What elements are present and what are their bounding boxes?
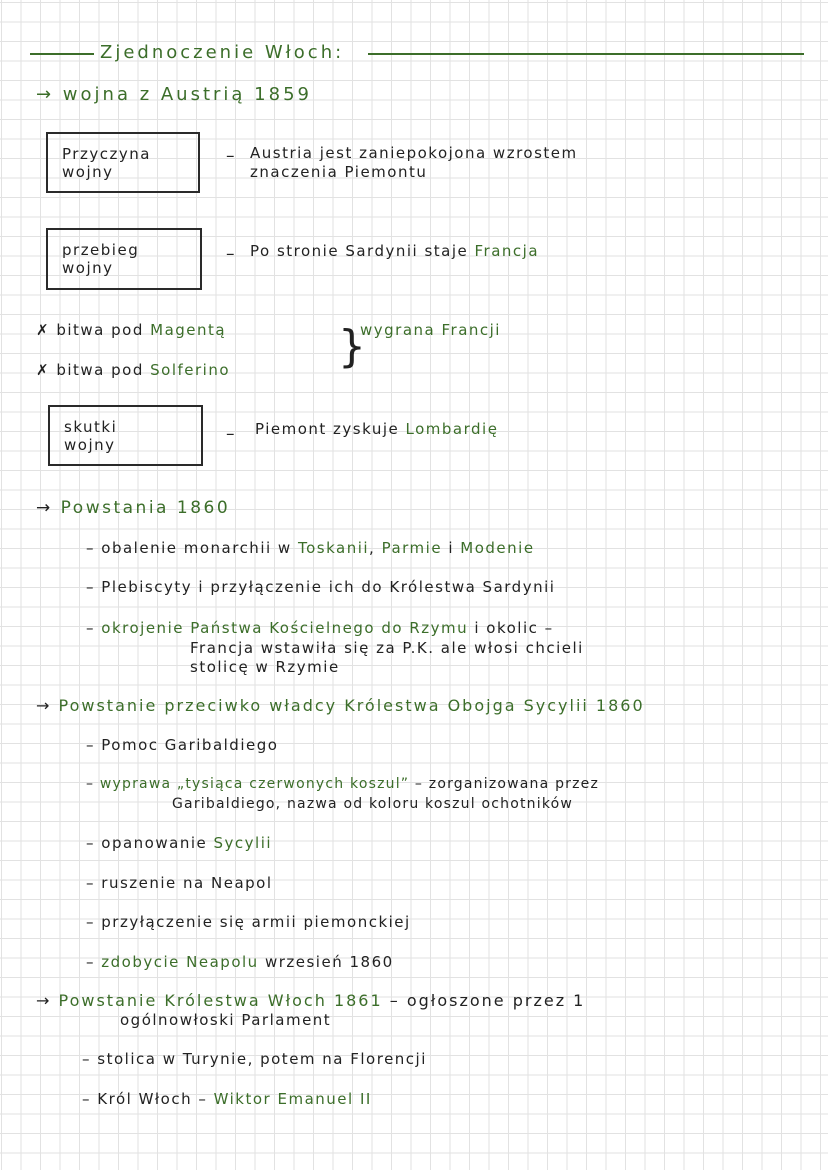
effect-dash: – xyxy=(226,424,237,444)
page-title: Zjednoczenie Włoch: xyxy=(100,42,345,63)
uprisings-label: Powstania xyxy=(60,498,169,518)
sicily-b2-line2: Garibaldiego, nazwa od koloru koszul ochotników xyxy=(172,796,574,812)
uprisings-bullet-1: – obalenie monarchii w Toskanii, Parmie i Modenie xyxy=(86,539,535,557)
cause-label-line2: wojny xyxy=(62,163,114,181)
effect-text-lombardy: Lombardię xyxy=(405,420,499,438)
arrow-icon: → xyxy=(36,696,59,715)
sicily-b6-rest: wrzesień 1860 xyxy=(258,953,394,971)
war-1859-heading: → wojna z Austrią 1859 xyxy=(36,84,312,105)
kingdom-bullet-2: – Król Włoch – Wiktor Emanuel II xyxy=(82,1090,372,1108)
uprisings-bullet-3: – okrojenie Państwa Kościelnego do Rzymu i okolic – xyxy=(86,619,554,637)
course-box xyxy=(46,228,202,290)
sicily-b4-text: ruszenie na Neapol xyxy=(101,874,273,892)
title-rule-left xyxy=(30,53,94,55)
cause-box xyxy=(46,132,200,193)
cause-dash: – xyxy=(226,146,237,166)
kingdom-b2-king: Wiktor Emanuel II xyxy=(213,1090,372,1108)
sicily-bullet-3: – opanowanie Sycylii xyxy=(86,834,273,852)
kingdom-heading-line2: ogólnowłoski Parlament xyxy=(120,1011,332,1029)
sicily-b2-hl: wyprawa „tysiąca czerwonych koszul” xyxy=(99,776,410,792)
kingdom-italy-heading xyxy=(36,991,585,1010)
uprisings-b1-sep1: , xyxy=(369,539,382,557)
sicily-bullet-1: – Pomoc Garibaldiego xyxy=(86,736,279,754)
uprisings-b3-rest: i okolic – xyxy=(468,619,554,637)
arrow-icon: → xyxy=(36,498,61,518)
battle-icon-1: ✗ xyxy=(36,321,57,339)
effect-text-plain: Piemont zyskuje xyxy=(255,420,406,438)
kingdom-heading-rest: – ogłoszone przez 1 xyxy=(382,991,586,1010)
sicily-bullet-2: – wyprawa „tysiąca czerwonych koszul” – zorganizowana przez xyxy=(86,776,600,792)
effect-box xyxy=(48,405,203,466)
course-text-plain: Po stronie Sardynii staje xyxy=(250,242,475,260)
battle-brace: } xyxy=(338,321,366,372)
uprisings-1860-heading xyxy=(36,498,230,518)
sicily-bullet-4: – ruszenie na Neapol xyxy=(86,874,273,892)
battle-result: wygrana Francji xyxy=(360,321,501,339)
uprisings-b1-sep2: i xyxy=(442,539,461,557)
title-rule-right xyxy=(368,53,804,55)
uprisings-b1-tuscany: Toskanii xyxy=(297,539,370,557)
battle2-place: Solferino xyxy=(150,361,231,379)
battle1-place: Magentą xyxy=(150,321,227,339)
uprisings-b1-parma: Parmie xyxy=(381,539,443,557)
sicily-b6-hl: zdobycie Neapolu xyxy=(101,953,259,971)
sicily-b1-text: Pomoc Garibaldiego xyxy=(101,736,279,754)
arrow-icon: → xyxy=(36,991,59,1010)
sicily-b3-text: opanowanie xyxy=(101,834,214,852)
battle-solferino xyxy=(36,361,230,379)
course-dash: – xyxy=(226,244,237,264)
uprisings-b2-text: Plebiscyty i przyłączenie ich do Królestwa Sardynii xyxy=(101,578,556,596)
effect-label-line1: skutki xyxy=(64,418,118,436)
sicily-bullet-6: – zdobycie Neapolu wrzesień 1860 xyxy=(86,953,394,971)
kingdom-bullet-1: – stolica w Turynie, potem na Florencji xyxy=(82,1050,427,1068)
cause-text-line2: znaczenia Piemontu xyxy=(250,163,428,181)
sicily-heading-text: Powstanie przeciwko władcy Królestwa Obojga Sycylii 1860 xyxy=(58,696,645,715)
kingdom-b1-text: stolica w Turynie, potem na Florencji xyxy=(97,1050,427,1068)
course-label-line2: wojny xyxy=(62,259,114,277)
sicily-b2-rest: – zorganizowana przez xyxy=(409,776,600,792)
sicily-uprising-heading xyxy=(36,696,645,715)
cause-label-line1: Przyczyna xyxy=(62,145,151,163)
uprisings-b1-modena: Modenie xyxy=(460,539,535,557)
uprisings-b3-line2: Francja wstawiła się za P.K. ale włosi chcieli xyxy=(190,639,584,657)
cause-text-line1: Austria jest zaniepokojona wzrostem xyxy=(250,144,578,162)
course-text-france: Francja xyxy=(474,242,540,260)
kingdom-b2-text: Król Włoch – xyxy=(97,1090,214,1108)
battle1-prefix: bitwa pod xyxy=(56,321,151,339)
sicily-b3-hl: Sycylii xyxy=(213,834,273,852)
uprisings-bullet-2: – Plebiscyty i przyłączenie ich do Królestwa Sardynii xyxy=(86,578,556,596)
uprisings-b3-line3: stolicę w Rzymie xyxy=(190,658,340,676)
course-label-line1: przebieg xyxy=(62,241,140,259)
effect-label-line2: wojny xyxy=(64,436,116,454)
sicily-b5-text: przyłączenie się armii piemonckiej xyxy=(101,913,411,931)
effect-text xyxy=(255,420,498,438)
uprisings-b1-text: obalenie monarchii w xyxy=(101,539,298,557)
course-text xyxy=(250,242,539,260)
uprisings-b3-hl: okrojenie Państwa Kościelnego do Rzymu xyxy=(101,619,469,637)
uprisings-year: 1860 xyxy=(168,498,231,518)
battle2-prefix: bitwa pod xyxy=(56,361,151,379)
sicily-bullet-5: – przyłączenie się armii piemonckiej xyxy=(86,913,411,931)
battle-icon-2: ✗ xyxy=(36,361,57,379)
kingdom-heading-hl: Powstanie Królestwa Włoch 1861 xyxy=(58,991,383,1010)
battle-magenta xyxy=(36,321,226,339)
